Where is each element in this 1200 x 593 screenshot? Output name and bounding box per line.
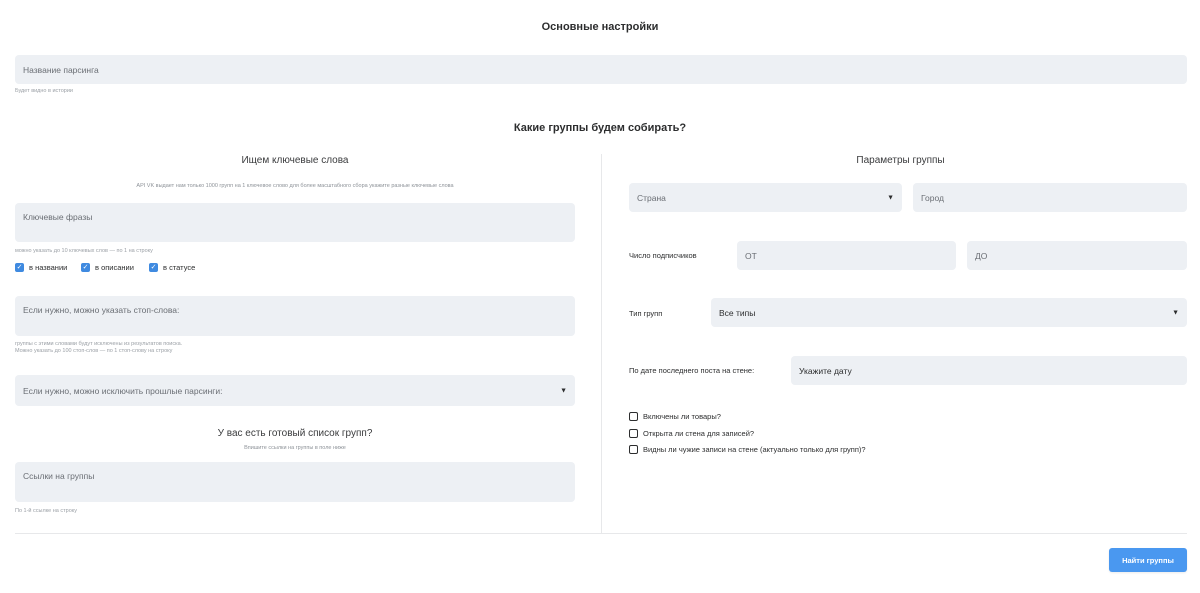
checkbox-in-description[interactable] [81, 263, 134, 272]
checkbox-label: Включены ли товары? [643, 412, 721, 421]
dropdown-arrow-icon: ▼ [887, 194, 894, 201]
keywords-section-title: Ищем ключевые слова [241, 155, 349, 166]
checkbox-in-status[interactable] [149, 263, 195, 272]
ready-list-note: Впишите ссылки на группы в поле ниже [244, 445, 346, 451]
city-input[interactable] [913, 183, 1187, 212]
main-settings-title: Основные настройки [541, 21, 659, 33]
keywords-hint: можно указать до 10 ключевых слов — по 1 на строку [15, 248, 153, 254]
date-placeholder: Укажите дату [799, 365, 852, 376]
subscribers-from-input[interactable] [737, 241, 956, 270]
parse-name-input[interactable] [15, 55, 1187, 84]
subscribers-to-input[interactable] [967, 241, 1187, 270]
option-open-wall[interactable] [629, 429, 754, 438]
checkbox-label: Видны ли чужие записи на стене (актуально только для групп)? [643, 445, 866, 454]
stopwords-hint [15, 341, 182, 354]
footer-divider [15, 533, 1187, 534]
checkbox-empty-icon[interactable] [629, 445, 638, 454]
last-post-label: По дате последнего поста на стене: [629, 366, 755, 375]
api-note: API VK выдает нам только 1000 групп на 1 ключевое слово для более масштабного сбора укажите разные ключевые слова [136, 183, 454, 189]
checkbox-label: в описании [95, 263, 134, 272]
checkbox-checked-icon[interactable] [15, 263, 24, 272]
exclude-parsings-select[interactable] [15, 375, 575, 406]
country-value: Страна [637, 192, 666, 203]
checkbox-empty-icon[interactable] [629, 412, 638, 421]
checkbox-in-name[interactable] [15, 263, 67, 272]
group-links-textarea[interactable] [15, 462, 575, 502]
group-type-select[interactable] [711, 298, 1187, 327]
subscribers-label: Число подписчиков [629, 251, 697, 260]
stopwords-placeholder: Если нужно, можно указать стоп-слова: [23, 305, 180, 315]
checkbox-label: в названии [29, 263, 68, 272]
groups-heading: Какие группы будем собирать? [513, 122, 687, 134]
checkbox-checked-icon[interactable] [149, 263, 158, 272]
group-links-hint: По 1-й ссылке на строку [15, 508, 77, 514]
checkbox-checked-icon[interactable] [81, 263, 90, 272]
option-products[interactable] [629, 412, 721, 421]
group-params-title: Параметры группы [856, 155, 945, 166]
checkbox-label: Открыта ли стена для записей? [643, 429, 755, 438]
column-divider [601, 154, 602, 534]
ready-list-title: У вас есть готовый список групп? [217, 428, 373, 439]
date-input[interactable] [791, 356, 1187, 385]
group-type-label: Тип групп [629, 309, 663, 318]
group-links-placeholder: Ссылки на группы [23, 471, 95, 481]
to-placeholder: ДО [975, 250, 988, 261]
find-groups-button[interactable]: Найти группы [1109, 548, 1187, 572]
exclude-parsings-value: Если нужно, можно исключить прошлые парсинги: [23, 385, 223, 396]
stopwords-hint-line-1: группы с этими словами будут исключены из результатов поиска. [15, 341, 183, 347]
dropdown-arrow-icon: ▼ [560, 387, 567, 394]
city-placeholder: Город [921, 192, 944, 203]
parse-name-placeholder: Название парсинга [23, 64, 99, 75]
group-type-value: Все типы [719, 307, 756, 318]
checkbox-empty-icon[interactable] [629, 429, 638, 438]
keywords-placeholder: Ключевые фразы [23, 212, 93, 222]
stopwords-textarea[interactable] [15, 296, 575, 336]
keywords-textarea[interactable] [15, 203, 575, 242]
option-visible-posts[interactable] [629, 445, 866, 454]
from-placeholder: ОТ [745, 250, 757, 261]
parse-name-hint: Будет видно в истории [15, 88, 74, 94]
checkbox-label: в статусе [163, 263, 196, 272]
dropdown-arrow-icon: ▼ [1172, 309, 1179, 316]
country-select[interactable] [629, 183, 902, 212]
stopwords-hint-line-2: Можно указать до 100 стоп-слов — по 1 стоп-слову на строку [15, 347, 173, 354]
